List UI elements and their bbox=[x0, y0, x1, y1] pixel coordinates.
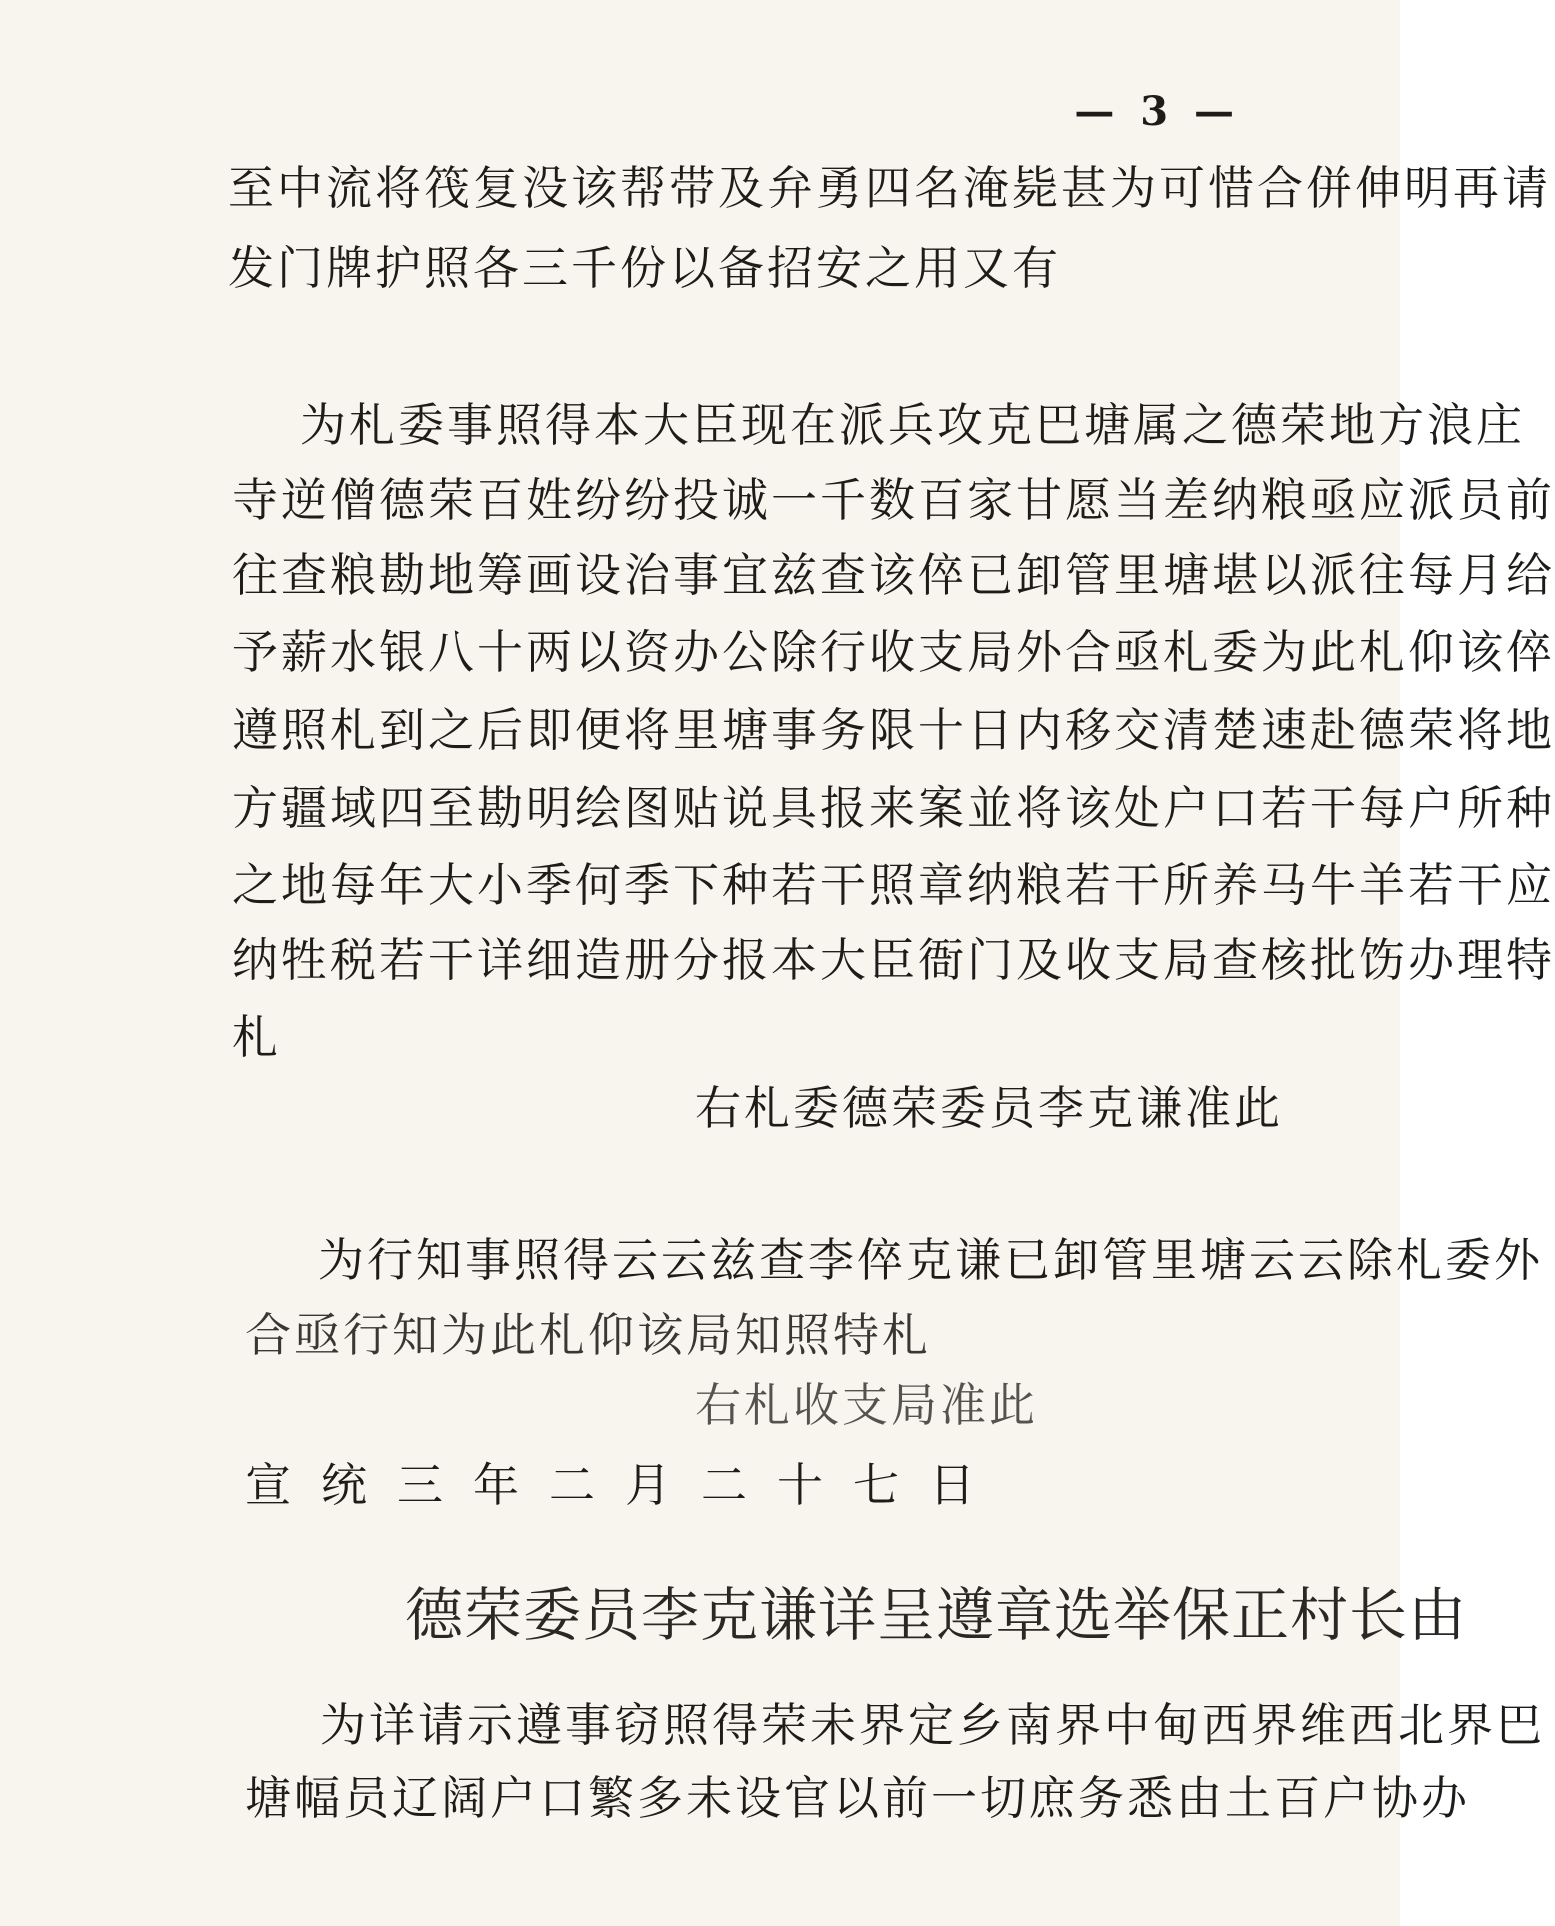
order-one-line-5: 遵照札到之后即便将里塘事务限十日内移交清楚速赴德荣将地 bbox=[232, 703, 1555, 757]
order-one-signature: 右札委德荣委员李克谦准此 bbox=[695, 1081, 1283, 1135]
page-number: — 3 — bbox=[1074, 88, 1240, 135]
order-one-line-4: 予薪水银八十两以资办公除行收支局外合亟札委为此札仰该倅 bbox=[232, 625, 1555, 679]
order-one-line-8: 纳牲税若干详细造册分报本大臣衙门及收支局查核批饬办理特 bbox=[232, 933, 1555, 987]
order-two-line-1: 为行知事照得云云兹查李倅克谦已卸管里塘云云除札委外 bbox=[318, 1233, 1543, 1287]
order-one-line-1: 为札委事照得本大臣现在派兵攻克巴塘属之德荣地方浪庄 bbox=[300, 398, 1525, 452]
report-line-1: 为详请示遵事窃照得荣未界定乡南界中甸西界维西北界巴 bbox=[320, 1698, 1545, 1752]
order-one-line-7: 之地每年大小季何季下种若干照章纳粮若干所养马牛羊若干应 bbox=[232, 858, 1555, 912]
continuation-line-1: 至中流将筏复没该帮带及弁勇四名淹毙甚为可惜合併伸明再请 bbox=[228, 161, 1551, 215]
order-two-line-2: 合亟行知为此札仰该局知照特札 bbox=[245, 1308, 931, 1362]
report-line-2: 塘幅员辽阔户口繁多未设官以前一切庶务悉由土百户协办 bbox=[245, 1771, 1470, 1825]
continuation-line-2: 发门牌护照各三千份以备招安之用又有 bbox=[228, 241, 1061, 295]
order-two-signature: 右札收支局准此 bbox=[695, 1378, 1038, 1432]
order-one-line-6: 方疆域四至勘明绘图贴说具报来案並将该处户口若干每户所种 bbox=[232, 781, 1555, 835]
order-one-line-9: 札 bbox=[232, 1010, 281, 1064]
order-one-line-2: 寺逆僧德荣百姓纷纷投诚一千数百家甘愿当差纳粮亟应派员前 bbox=[232, 473, 1555, 527]
order-one-line-3: 往查粮勘地筹画设治事宜兹查该倅已卸管里塘堪以派往每月给 bbox=[232, 548, 1555, 602]
section-heading: 德荣委员李克谦详呈遵章选举保正村长由 bbox=[405, 1581, 1468, 1649]
document-date: 宣统三年二月二十七日 bbox=[245, 1458, 1005, 1512]
